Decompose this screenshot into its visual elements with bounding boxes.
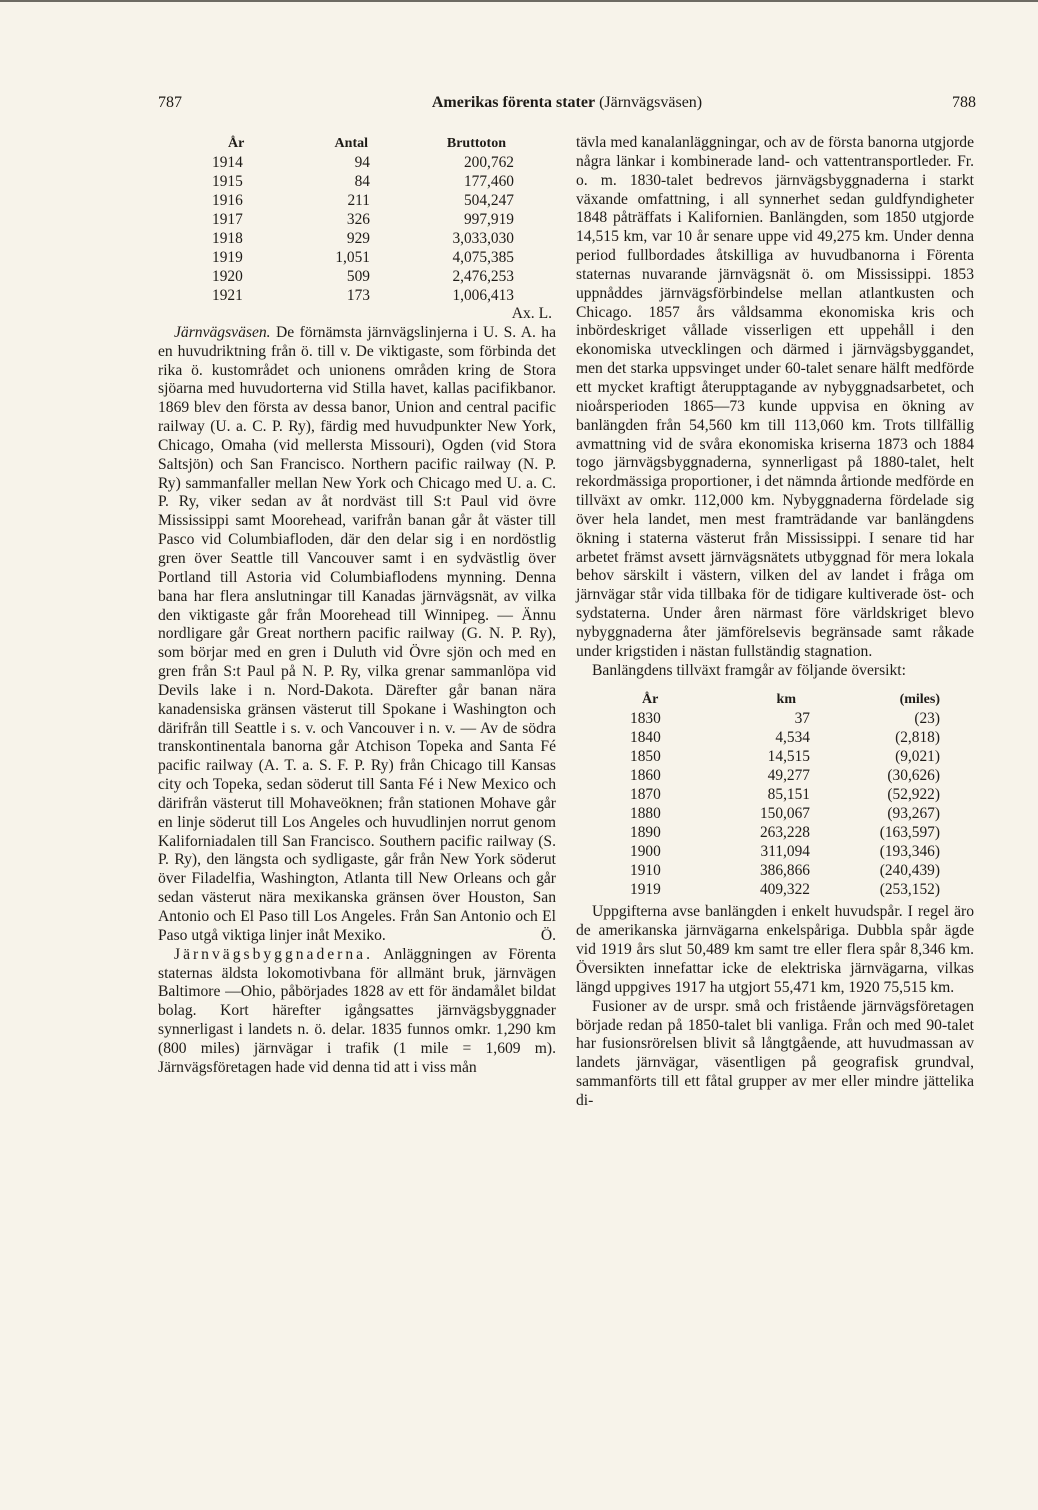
cell-count: 509: [346, 268, 370, 285]
table-row: [630, 785, 940, 804]
table-row: [212, 210, 514, 229]
body-paragraph: tävla med kanalanläggningar, och av de första banorna utgjorde några länkar i kombinerade land- och vattentransportleder. Fr. o. m. 1830-talet bedrevos järnvägsbyggnaderna i starkt växande omfattning, i all synnerhet sedan guldfyndigheter 1848 påträffats i Kalifornien. Banlängden, som 1850 utgjorde 14,515 km, var 10 år senare uppe vid 49,275 km. Under denna period fullbordades åtskilliga av huvudbanorna i Förenta staternas nuvarande järnvägsnät ö. om Mississippi. 1853 uppnåddes järnvägsförbindelse mellan atlantkusten och Chicago. 1857 års våldsamma ekonomiska kris och inbördeskriget vållade visserligen ett uppehåll i den ekonomiska utvecklingen och därmed i järnvägsbyggandet, men det starka uppsvinget under 60-talet senare hälft medförde ett mycket kraftigt återupptagande av nybyggnadsarbetet, och nioårsperioden 1865—73 kunde uppvisa en ökning av banlängden från 54,560 km till 113,060 km. Trots tillfällig avmattning vid de svåra ekonomiska kriserna 1873 och 1884 togo järnvägsbyggnaderna, synnerligast på 1880-talet, helt rekordmässiga proportioner, i det nämnda årtionde medförde en tillväxt av omkr. 112,000 km. Nybyggnaderna fördelade sig över hela landet, men mest framträdande var banlängdens ökning i staterna västerut från Mississippi. I senare tid har arbetet främst avsett järnvägsnätets utbyggnad för mera lokala behov särskilt i västern, vilken del av landet i fråga om järnvägar står vida tillbaka för de tidigare kultiverade öst- och sydstaterna. Under åren närmast före världskriget blevo nybyggnaderna åter jämförelsevis begränsade samt råkade under krigstiden i nästan fullständig stagnation.: [576, 134, 974, 660]
cell-year: 1860: [630, 767, 661, 785]
cell-year: 1917: [212, 211, 243, 228]
table-header-row: [212, 134, 514, 153]
cell-km: 311,094: [760, 843, 810, 861]
column-header-count: Antal: [334, 136, 368, 151]
cell-miles: (240,439): [879, 862, 940, 880]
cell-count: 326: [346, 211, 370, 228]
table-row: [630, 766, 940, 785]
cell-year: 1918: [212, 230, 243, 247]
cell-tons: 997,919: [463, 211, 514, 228]
cell-year: 1919: [630, 881, 661, 899]
cell-tons: 200,762: [463, 154, 514, 171]
table-row: [212, 267, 514, 286]
right-column: [576, 134, 974, 1111]
cell-miles: (2,818): [895, 729, 940, 747]
page-header: [158, 94, 976, 120]
cell-km: 14,515: [767, 748, 810, 766]
cell-year: 1890: [630, 824, 661, 842]
cell-miles: (9,021): [895, 748, 940, 766]
column-header-year: År: [642, 692, 659, 708]
cell-count: 1,051: [335, 249, 370, 266]
column-header-miles: (miles): [899, 692, 940, 708]
body-paragraph: Banlängdens tillväxt framgår av följande översikt:: [592, 661, 906, 679]
cell-year: 1916: [212, 192, 243, 209]
cell-km: 386,866: [759, 862, 810, 880]
page-top-border: [0, 0, 1038, 2]
column-header-km: km: [776, 692, 796, 708]
cell-year: 1870: [630, 786, 661, 804]
cell-km: 263,228: [759, 824, 810, 842]
table-row: [212, 248, 514, 267]
ship-tonnage-table: [212, 134, 514, 305]
cell-miles: (163,597): [879, 824, 940, 842]
cell-year: 1840: [630, 729, 661, 747]
table-row: [630, 747, 940, 766]
body-paragraph: Uppgifterna avse banlängden i enkelt huvudspår. I regel äro de amerikanska järnvägarna enkelspåriga. Dubbla spår ägde vid 1919 års slut 50,489 km samt tre eller flera spår 8,346 km. Översikten innefattar icke de elektriska järnvägarna, vilkas längd uppgives 1917 ha utgjort 55,471 km, 1920 75,515 km.: [576, 903, 974, 996]
table-header-row: [630, 690, 940, 709]
body-paragraph: Anläggningen av Förenta staternas äldsta lokomotivbana för allmänt bruk, järnvägen Baltimore —Ohio, påbörjades 1828 av ett för ändamålet bildat bolag. Kort härefter igångsattes järnvägsbyggnader synnerligast i landets n. ö. delar. 1835 funnos omkr. 1,290 km (800 miles) järnvägar i trafik (1 mile = 1,609 m). Järnvägsföretagen hade vid denna tid att i viss mån: [158, 945, 557, 1076]
body-paragraph: De förnämsta järnvägslinjerna i U. S. A. ha en huvudriktning från ö. till v. De viktigaste, som förbinda det rika ö. kustområdet och unionens områden kring de Stora sjöarna med huvudorterna vid Stilla havet, kallas pacifikbanor. 1869 blev den första av dessa banor, Union and central pacific railway (U. a. C. P. Ry), färdig med huvudpunkter New York, Chicago, Omaha (vid mellersta Missouri), Ogden (vid Stora Saltsjön) och San Francisco. Northern pacific railway (N. P. Ry) sammanfaller mellan New York och Chicago med U. a. C. P. Ry, viker sedan av åt nordväst till S:t Paul vid övre Mississippi samt Moorehead, varifrån banan går åt väster till Pasco vid Columbiafloden, där den delar sig i en nordöstlig gren över Seattle till Vancouver samt i en sydvästlig över Portland till Astoria vid Columbiaflodens mynning. Denna bana har flera anslutningar till Kanadas järnvägsnät, av vilka den viktigaste går från Moorehead till Winnipeg. — Ännu nordligare går Great northern pacific railway (G. N. P. Ry), som börjar med en gren i Duluth vid Övre sjön och med en gren från S:t Paul på N. P. Ry, vilka grenar sammanlöpa vid Devils lake i n. Nord-Dakota. Därefter går banan nära kanadensiska gränsen västerut till Spokane i Washington och därifrån till Seattle i s. v. och Vancouver i n. v. — Av de södra transkontinentala banorna går Atchison Topeka and Santa Fé pacific railway (A. T. a. S. F. P. Ry) från Chicago till Kansas city och Topeka, sedan söderut till Santa Fé i New Mexico och därifrån västerut till Mohaveöknen; från stationen Mohave går en linje söderut till Los Angeles och huvudlinjen norrut genom Kaliforniadalen till San Francisco. Southern pacific railway (S. P. Ry), den längsta och sydligaste, går från New York söderut över Filadelfia, Washington, Atlanta till New Orleans och går sedan västerut nära mexikanska gränsen över Houston, San Antonio och El Paso till Los Angeles. Från San Antonio och El Paso utgå viktiga linjer inåt Mexiko.: [158, 323, 556, 944]
cell-miles: (93,267): [887, 805, 940, 823]
column-header-gross-tons: Bruttoton: [446, 136, 506, 151]
running-title: [158, 94, 976, 112]
cell-year: 1921: [212, 287, 243, 304]
cell-year: 1915: [212, 173, 243, 190]
cell-count: 94: [354, 154, 370, 171]
section-title: Järnvägsväsen.: [174, 323, 271, 341]
subsection-title: Järnvägsbyggnaderna.: [174, 945, 373, 963]
section-railways: [158, 324, 556, 946]
cell-year: 1910: [630, 862, 661, 880]
cell-miles: (253,152): [879, 881, 940, 899]
running-title-sub: (Järnvägsväsen): [599, 94, 703, 111]
cell-miles: (23): [914, 710, 940, 728]
cell-km: 37: [794, 710, 810, 728]
table-row: [212, 172, 514, 191]
cell-tons: 4,075,385: [452, 249, 514, 266]
left-column: [158, 134, 556, 1078]
author-signature: Ö.: [540, 926, 556, 944]
page-number-left: 787: [158, 94, 182, 111]
cell-tons: 177,460: [463, 173, 514, 190]
table-row: [630, 861, 940, 880]
table-row: [212, 286, 514, 305]
cell-count: 173: [346, 287, 370, 304]
cell-miles: (193,346): [879, 843, 940, 861]
cell-count: 929: [346, 230, 370, 247]
cell-km: 85,151: [767, 786, 810, 804]
cell-tons: 2,476,253: [452, 268, 514, 285]
cell-miles: (52,922): [887, 786, 940, 804]
table-row: [212, 191, 514, 210]
cell-km: 409,322: [759, 881, 810, 899]
section-railway-construction: [158, 946, 556, 1078]
track-length-table: [630, 690, 940, 899]
table-row: [630, 709, 940, 728]
cell-year: 1914: [212, 154, 243, 171]
table-row: [212, 229, 514, 248]
running-title-main: Amerikas förenta stater: [431, 94, 596, 111]
cell-tons: 504,247: [463, 192, 514, 209]
page-number-right: 788: [952, 94, 976, 111]
table-row: [212, 153, 514, 172]
cell-year: 1830: [630, 710, 661, 728]
table-row: [630, 728, 940, 747]
body-paragraph: Fusioner av de urspr. små och fristående järnvägsföretagen började redan på 1850-talet bli vanliga. Från och med 90-talet har fusionsrörelsen blivit så långtgående, att huvudmassan av landets järnvägar, väsentligen på geografisk grundval, sammanförts till ett fåtal grupper av mer eller mindre jättelika di-: [576, 997, 974, 1109]
cell-year: 1850: [630, 748, 661, 766]
cell-km: 150,067: [759, 805, 810, 823]
cell-km: 49,277: [767, 767, 810, 785]
table-row: [630, 804, 940, 823]
table-row: [630, 842, 940, 861]
cell-km: 4,534: [775, 729, 810, 747]
table-row: [630, 823, 940, 842]
column-header-year: År: [228, 136, 245, 151]
cell-year: 1880: [630, 805, 661, 823]
cell-year: 1900: [630, 843, 661, 861]
cell-tons: 1,006,413: [452, 287, 514, 304]
table-row: [630, 880, 940, 899]
cell-count: 211: [347, 192, 370, 209]
cell-count: 84: [354, 173, 370, 190]
cell-year: 1920: [212, 268, 243, 285]
cell-year: 1919: [212, 249, 243, 266]
cell-miles: (30,626): [887, 767, 940, 785]
cell-tons: 3,033,030: [452, 230, 514, 247]
author-signature: Ax. L.: [511, 305, 552, 322]
